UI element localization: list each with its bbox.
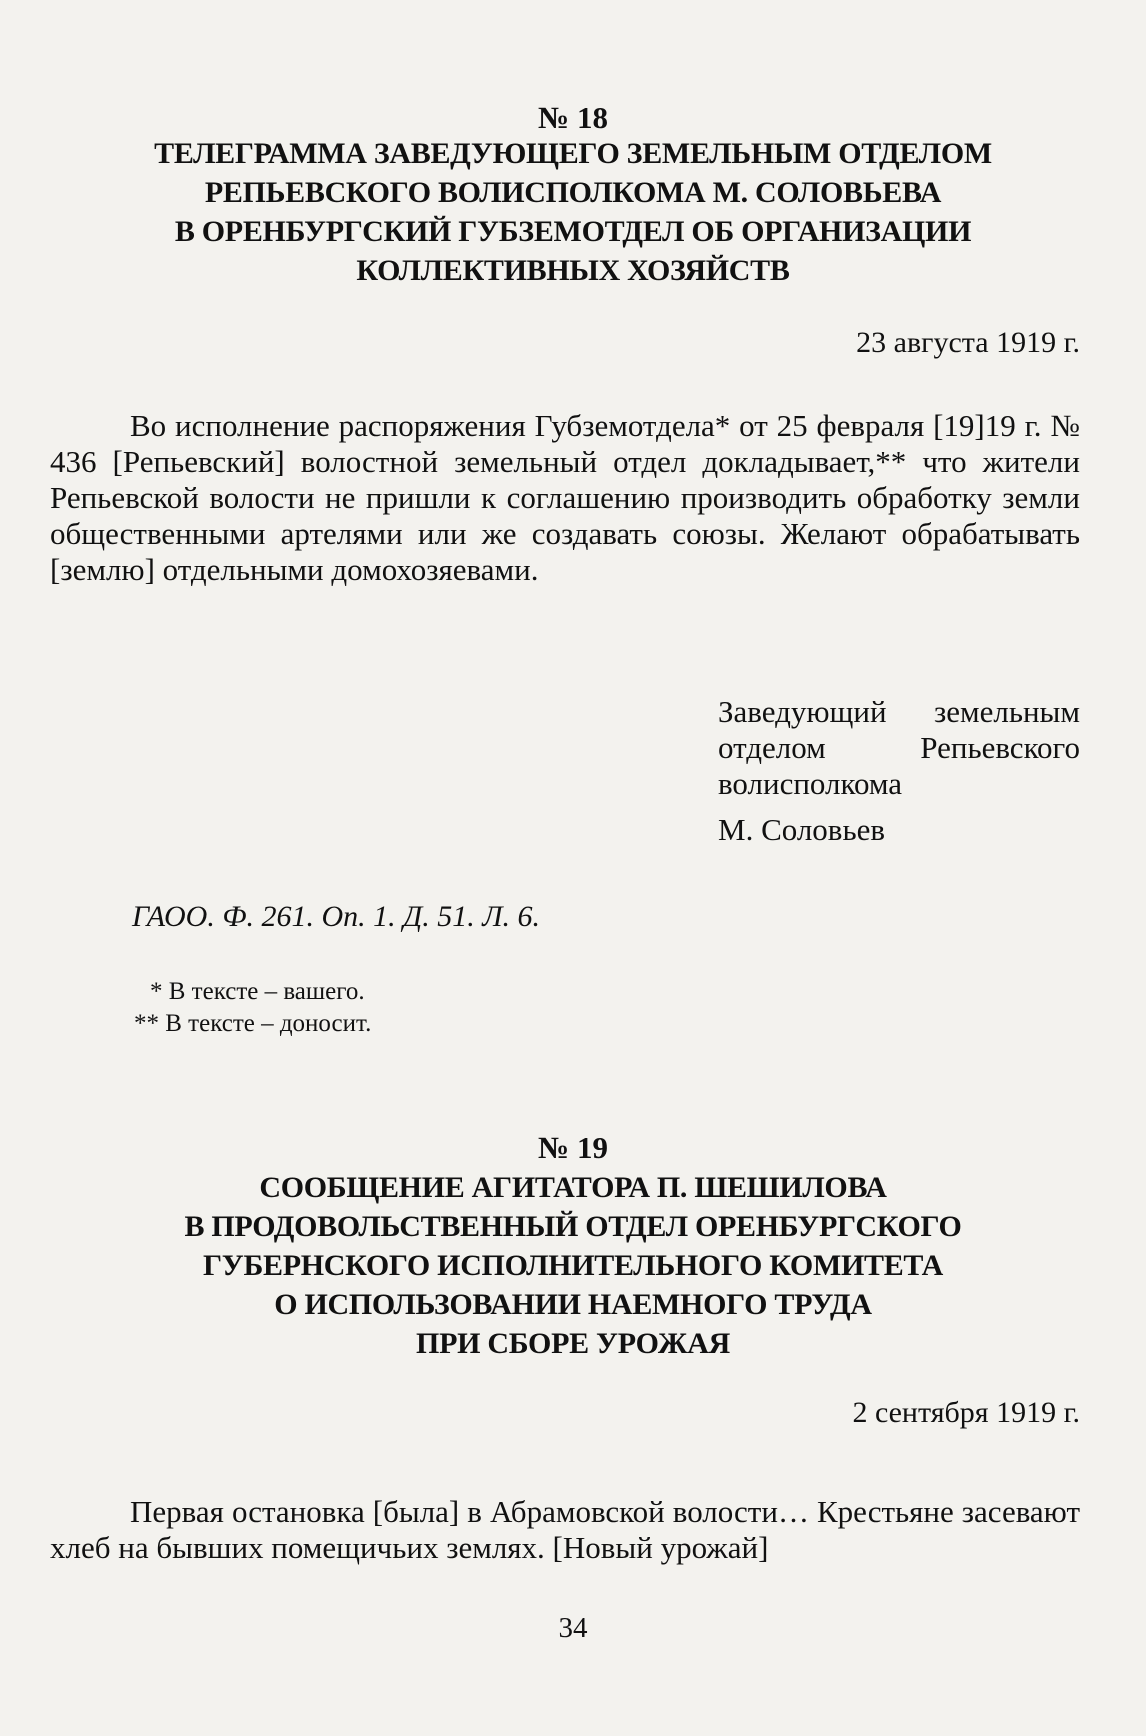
doc18-archive-reference: ГАОО. Ф. 261. Оп. 1. Д. 51. Л. 6. bbox=[132, 900, 541, 933]
doc19-date: 2 сентября 1919 г. bbox=[852, 1396, 1080, 1429]
doc18-footnote-2: ** В тексте – доносит. bbox=[134, 1010, 372, 1037]
doc18-signature-name: М. Соловьев bbox=[718, 812, 885, 847]
doc18-date: 23 августа 1919 г. bbox=[856, 326, 1080, 359]
doc19-title-line: ГУБЕРНСКОГО ИСПОЛНИТЕЛЬНОГО КОМИТЕТА bbox=[202, 1249, 944, 1282]
doc19-title bbox=[40, 1168, 1106, 1363]
doc18-title bbox=[40, 134, 1106, 290]
doc19-title-line: СООБЩЕНИЕ АГИТАТОРА П. ШЕШИЛОВА bbox=[259, 1171, 887, 1204]
doc18-signature-role: Заведующий земельным отделом Репьевского волисполкома bbox=[718, 694, 1080, 801]
page-number: 34 bbox=[558, 1612, 588, 1644]
doc19-number: № 19 bbox=[538, 1130, 608, 1165]
doc18-title-line: В ОРЕНБУРГСКИЙ ГУБЗЕМОТДЕЛ ОБ ОРГАНИЗАЦИИ bbox=[174, 215, 972, 248]
doc18-title-line: ТЕЛЕГРАММА ЗАВЕДУЮЩЕГО ЗЕМЕЛЬНЫМ ОТДЕЛОМ bbox=[154, 137, 992, 170]
doc19-title-line: ПРИ СБОРЕ УРОЖАЯ bbox=[416, 1327, 730, 1360]
doc18-body: Во исполнение распоряжения Губземотдела* от 25 февраля [19]19 г. № 436 [Репьевский] волостной земельный отдел докладывает,** что жители Репьевской волости не пришли к соглашению производить обработку земли общественными артелями или же создавать союзы. Желают обрабатывать [землю] отдельными домохозяевами. bbox=[50, 408, 1080, 587]
doc18-number: № 18 bbox=[538, 100, 608, 135]
doc19-title-line: В ПРОДОВОЛЬСТВЕННЫЙ ОТДЕЛ ОРЕНБУРГСКОГО bbox=[184, 1210, 962, 1243]
doc19-body: Первая остановка [была] в Абрамовской волости… Крестьяне засевают хлеб на бывших помещичьих землях. [Новый урожай] bbox=[50, 1494, 1080, 1565]
doc18-footnote-1: * В тексте – вашего. bbox=[150, 978, 365, 1005]
doc19-title-line: О ИСПОЛЬЗОВАНИИ НАЕМНОГО ТРУДА bbox=[274, 1288, 872, 1321]
doc18-title-line: РЕПЬЕВСКОГО ВОЛИСПОЛКОМА М. СОЛОВЬЕВА bbox=[204, 176, 942, 209]
doc18-title-line: КОЛЛЕКТИВНЫХ ХОЗЯЙСТВ bbox=[356, 254, 790, 287]
